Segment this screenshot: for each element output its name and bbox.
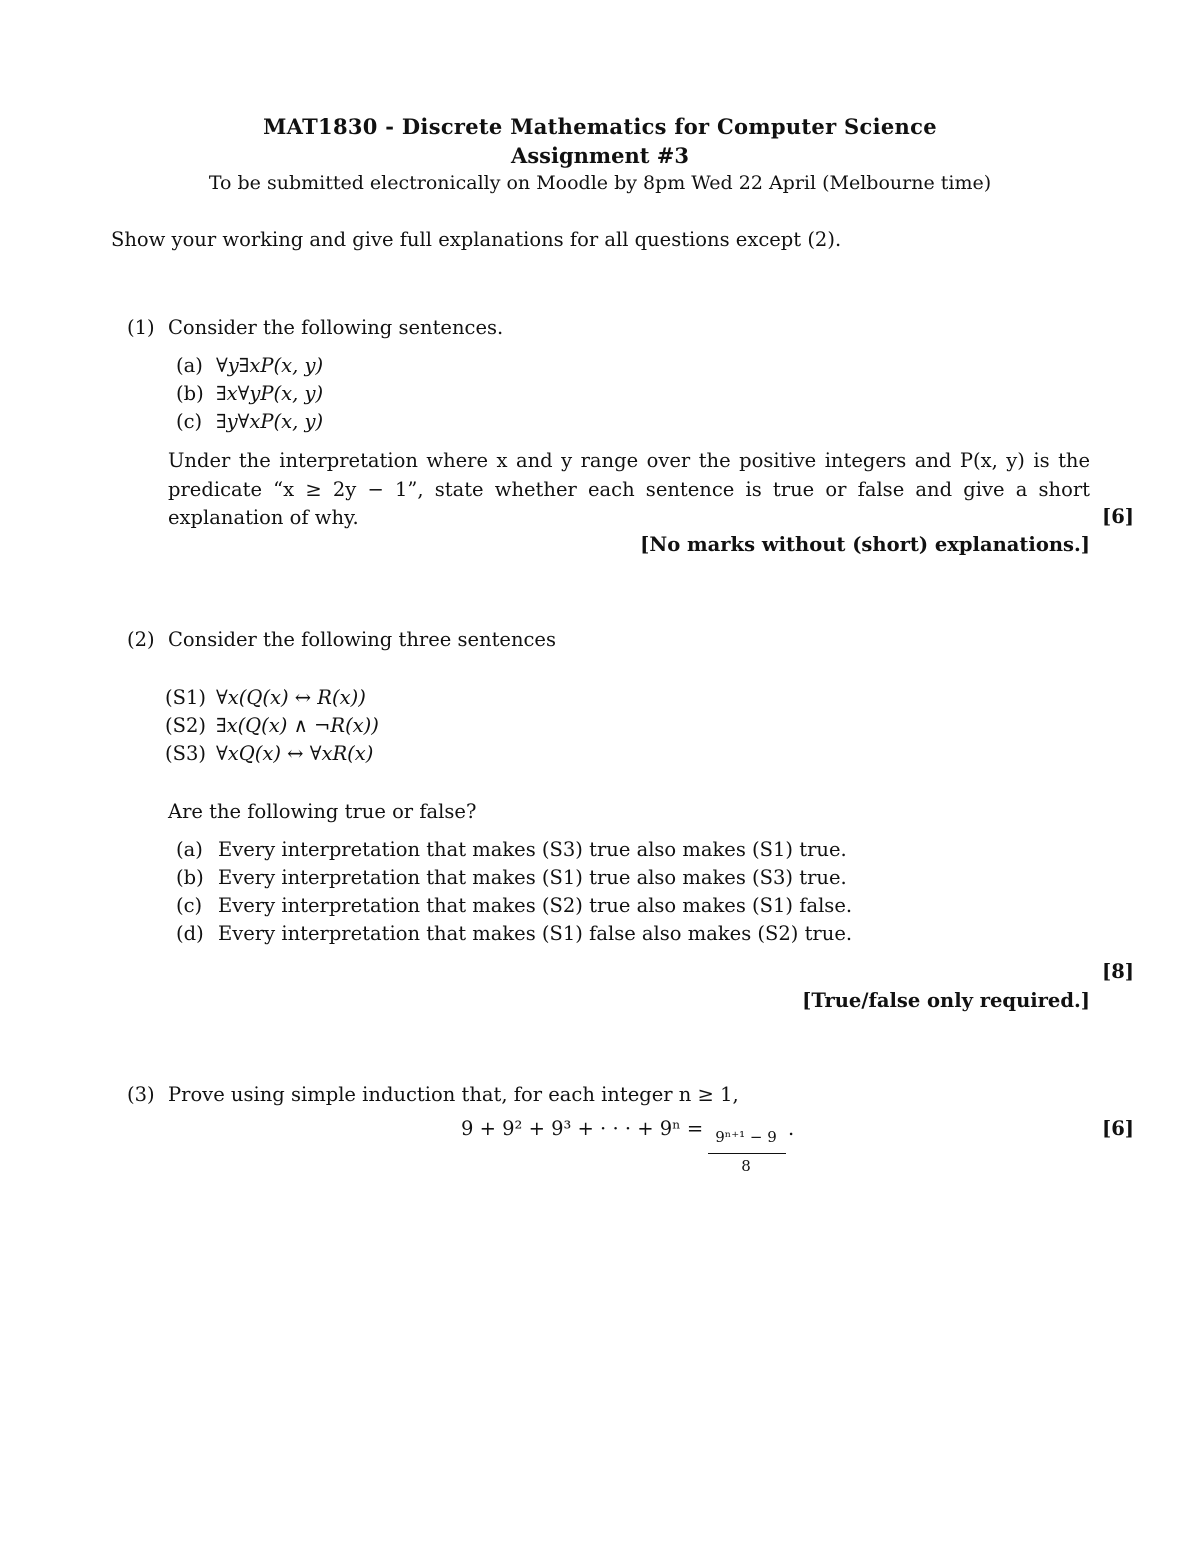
q2-item-label: (b) <box>176 866 204 889</box>
q1-item-label: (c) <box>176 410 203 433</box>
q1-item-label: (a) <box>176 354 203 377</box>
q1-item-label: (b) <box>176 382 204 405</box>
q2-item-text: Every interpretation that makes (S3) true also makes (S1) true. <box>218 838 847 861</box>
q1-note: [No marks without (short) explanations.] <box>640 533 1090 556</box>
q2-sentence-formula: ∃x(Q(x) ∧ ¬R(x)) <box>216 714 379 737</box>
assignment-number: Assignment #3 <box>511 143 689 168</box>
q2-number: (2) <box>127 628 155 651</box>
q1-item-formula: ∀y∃xP(x, y) <box>216 354 324 377</box>
q1-body: Under the interpretation where x and y range over the positive integers and P(x, y) is the predicate “x ≥ 2y − 1”, state whether each sentence is true or false and give a short explanation of why. <box>168 449 1090 529</box>
q2-sentence-formula: ∀x(Q(x) ↔ R(x)) <box>216 686 366 709</box>
q1-item-formula: ∃x∀yP(x, y) <box>216 382 324 405</box>
q1-intro: Consider the following sentences. <box>168 316 504 339</box>
q2-intro: Consider the following three sentences <box>168 628 556 651</box>
q2-item-text: Every interpretation that makes (S2) true also makes (S1) false. <box>218 894 853 917</box>
q3-equation-lhs: 9 + 9² + 9³ + · · · + 9ⁿ = <box>461 1117 704 1140</box>
q2-sentence-label: (S2) <box>165 714 206 737</box>
instructions: Show your working and give full explanations for all questions except (2). <box>111 228 842 251</box>
equation-period: . <box>788 1117 795 1140</box>
q3-marks: [6] <box>1101 1117 1134 1140</box>
q2-sentence-label: (S3) <box>165 742 206 765</box>
submission-note: To be submitted electronically on Moodle by 8pm Wed 22 April (Melbourne time) <box>208 172 992 194</box>
document-title: MAT1830 - Discrete Mathematics for Computer Science <box>263 114 937 139</box>
q3-denominator: 8 <box>741 1157 751 1175</box>
q1-number: (1) <box>127 316 155 339</box>
q2-item-text: Every interpretation that makes (S1) true also makes (S3) true. <box>218 866 847 889</box>
q1-item-formula: ∃y∀xP(x, y) <box>216 410 324 433</box>
q2-sentence-formula: ∀xQ(x) ↔ ∀xR(x) <box>216 742 374 765</box>
q2-marks: [8] <box>1101 960 1134 983</box>
q2-item-label: (a) <box>176 838 203 861</box>
q3-number: (3) <box>127 1083 155 1106</box>
q2-sentence-label: (S1) <box>165 686 206 709</box>
q2-item-label: (d) <box>176 922 204 945</box>
q2-note: [True/false only required.] <box>802 989 1090 1012</box>
q3-intro: Prove using simple induction that, for each integer n ≥ 1, <box>168 1083 739 1106</box>
q2-item-label: (c) <box>176 894 203 917</box>
q2-question: Are the following true or false? <box>168 800 477 823</box>
q3-numerator: 9ⁿ⁺¹ − 9 <box>715 1128 777 1146</box>
q1-marks: [6] <box>1101 505 1134 528</box>
q2-item-text: Every interpretation that makes (S1) false also makes (S2) true. <box>218 922 853 945</box>
fraction-bar <box>708 1153 786 1154</box>
